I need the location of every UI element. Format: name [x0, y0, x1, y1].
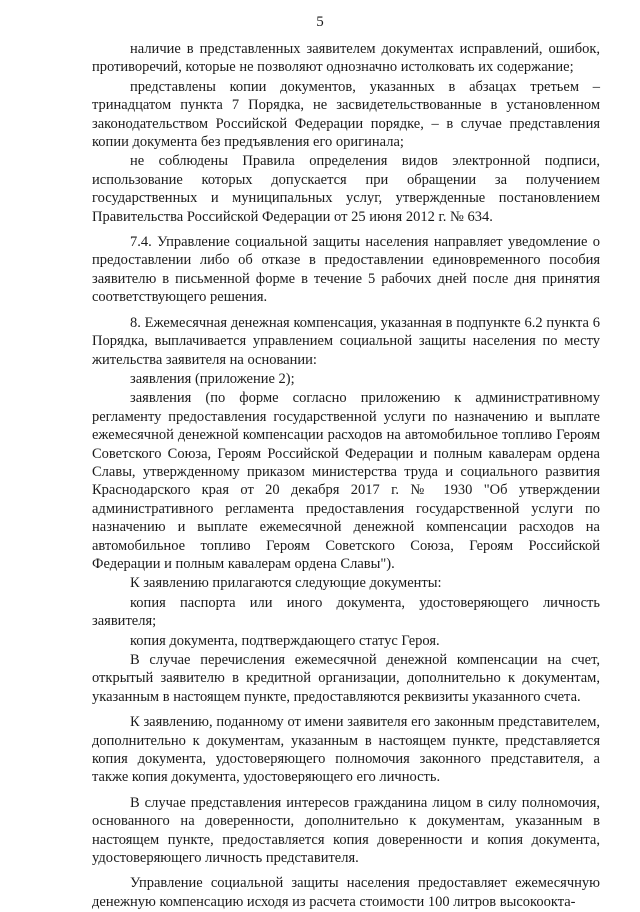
paragraph: копия документа, подтверждающего статус Героя.	[130, 632, 440, 649]
paragraph: В случае представления интересов гражданина лицом в силу полномочия, основанного на доверенности, дополнительно к документам, указанным в настоящем пункте, предоставляется копия доверенности и копия документа, удостоверяющего личность представителя.	[92, 794, 600, 867]
paragraph: 8. Ежемесячная денежная компенсация, указанная в подпункте 6.2 пункта 6 Порядка, выплачивается управлением социальной защиты населения по месту жительства заявителя на основании:	[92, 314, 600, 368]
document-body	[92, 40, 600, 912]
page-number: 5	[316, 14, 324, 30]
paragraph: 7.4. Управление социальной защиты населения направляет уведомление о предоставлении либо об отказе в предоставлении единовременного пособия заявителю в письменной форме в течение 5 рабочих дней после дня принятия соответствующего решения.	[92, 234, 600, 306]
paragraph: В случае перечисления ежемесячной денежной компенсации на счет, открытый заявителю в кредитной организации, дополнительно к документам, указанным в настоящем пункте, предоставляются реквизиты указанного счета.	[92, 652, 600, 705]
paragraph: не соблюдены Правила определения видов электронной подписи, использование которых допускается при обращении за получением государственных и муниципальных услуг, утвержденные постановлением Правительства Российской Федерации от 25 июня 2012 г. № 634.	[92, 153, 600, 225]
paragraph: наличие в представленных заявителем документах исправлений, ошибок, противоречий, которые не позволяют однозначно истолковать их содержание;	[92, 41, 600, 76]
paragraph: представлены копии документов, указанных в абзацах третьем – тринадцатом пункта 7 Порядка, не засвидетельствованные в установленном законодательством Российской Федерации порядке, – в случае представления копии документа без предъявления его оригинала;	[92, 78, 600, 151]
paragraph: заявления (по форме согласно приложению к административному регламенту предоставления государственной услуги по назначению и выплате ежемесячной денежной компенсации расходов на автомобильное топливо Героям Советского Союза, Героям Российской Федерации и полным кавалерам ордена Славы, утвержденному приказом министерства труда и социального развития Краснодарского края от 20 декабря 2017 г. № 1930 "Об утверждении административного регламента предоставления государственной услуги по назначению и выплате ежемесячной денежной компенсации расходов на автомобильное топливо Героям Советского Союза, Героям Российской Федерации и полным кавалерам ордена Славы").	[92, 390, 600, 572]
paragraph: К заявлению, поданному от имени заявителя его законным представителем, дополнительно к документам, указанным в настоящем пункте, представляется копия документа, удостоверяющего полномочия законного представителя, а также копия документа, удостоверяющего его личность.	[92, 714, 600, 786]
paragraph: копия паспорта или иного документа, удостоверяющего личность заявителя;	[92, 594, 600, 630]
paragraph: К заявлению прилагаются следующие документы:	[130, 575, 442, 592]
paragraph: заявления (приложение 2);	[130, 370, 295, 387]
paragraph: Управление социальной защиты населения предоставляет ежемесячную денежную компенсацию исходя из расчета стоимости 100 литров высокоокта-	[92, 875, 600, 910]
